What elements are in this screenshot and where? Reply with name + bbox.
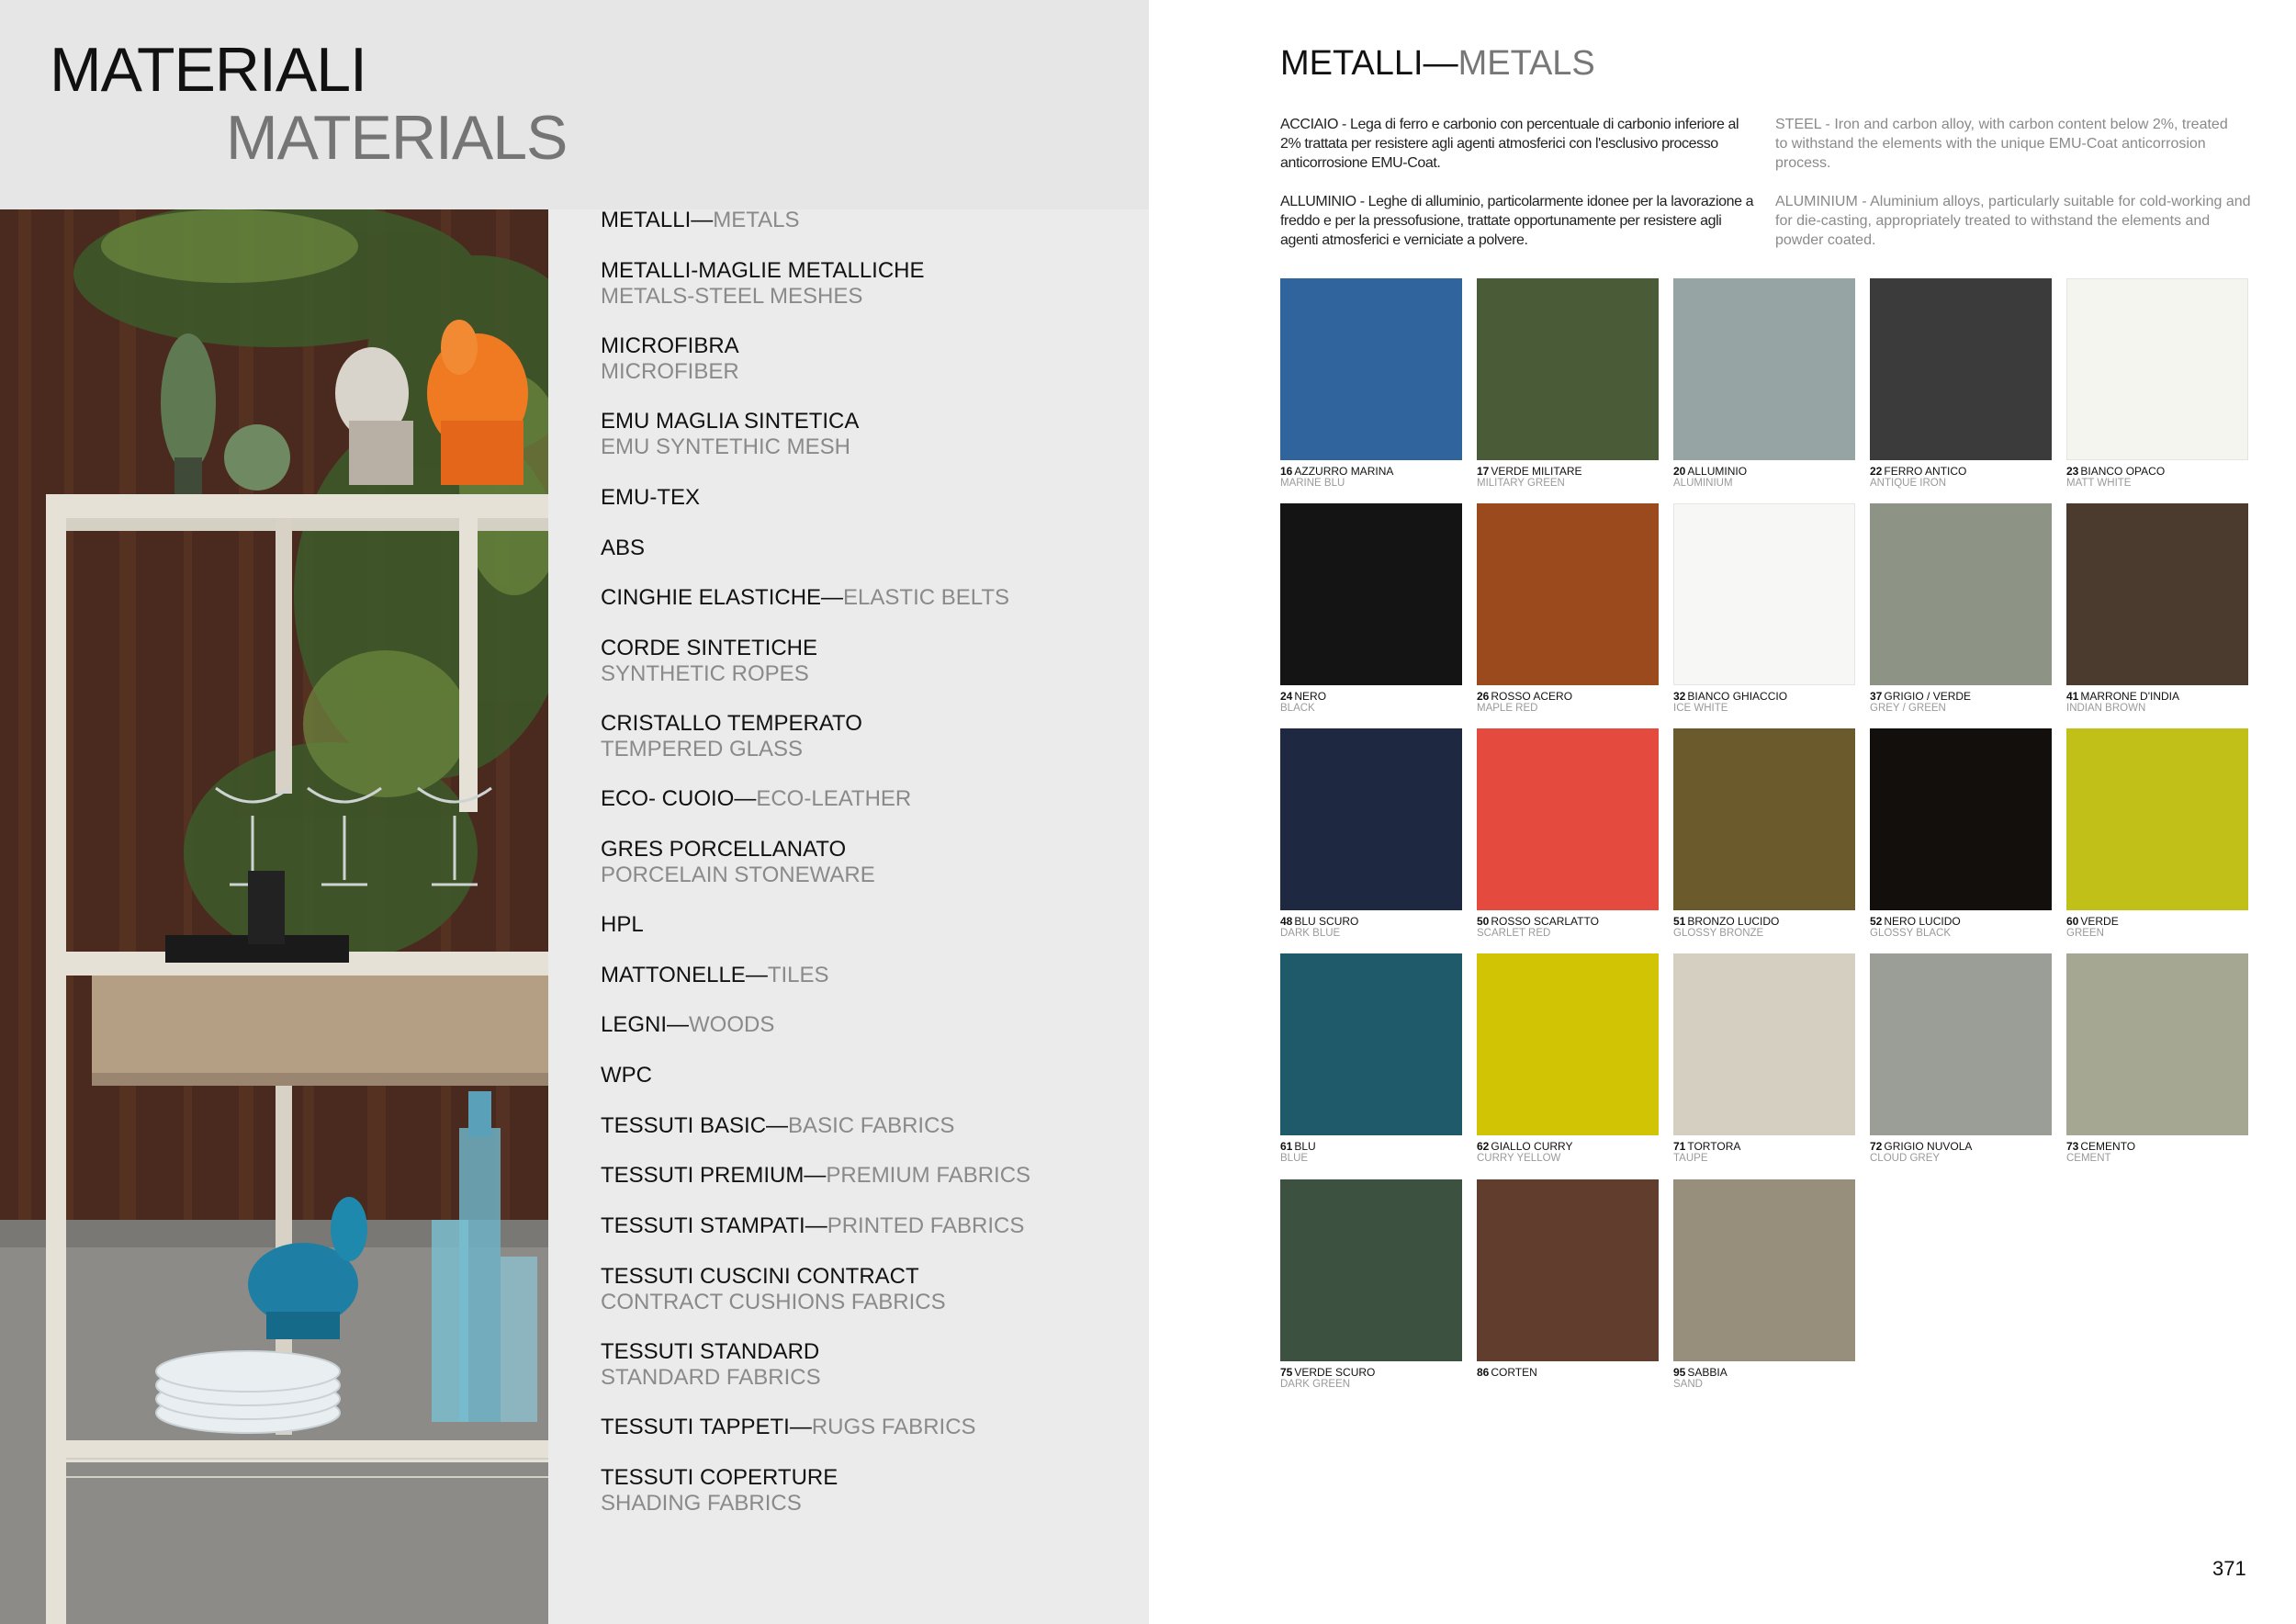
swatch-label [1870,1140,2063,1165]
swatch-name-english: BLUE [1280,1153,1309,1164]
swatch-label [1673,690,1866,715]
material-name-english: SYNTHETIC ROPES [601,661,809,686]
color-swatch [1673,503,1855,685]
swatch-number: 52 [1870,915,1883,928]
swatch-label [2066,915,2259,940]
swatch-label [1477,915,1670,940]
material-name-italian: TESSUTI STAMPATI [601,1213,805,1238]
material-item [601,409,859,460]
swatch-label [1280,465,1473,490]
material-name-italian: CINGHIE ELASTICHE [601,585,822,610]
swatch-label [1870,690,2063,715]
material-item [601,711,862,762]
material-dash: — [734,786,757,811]
material-dash: — [745,963,768,987]
swatch-number: 62 [1477,1140,1490,1153]
color-swatch [1870,728,2052,910]
material-item [601,585,1009,611]
swatch-number: 60 [2066,915,2079,928]
material-name-english: RUGS FABRICS [811,1415,976,1439]
swatch-label [1280,1366,1473,1391]
swatch-number: 95 [1673,1366,1686,1379]
material-name-italian: TESSUTI CUSCINI CONTRACT [601,1264,919,1289]
swatch-label [1673,915,1866,940]
swatch-label [2066,1140,2259,1165]
color-swatch [1673,278,1855,460]
material-name-english: PORCELAIN STONEWARE [601,863,875,887]
swatch-name-italian: ROSSO SCARLATTO [1491,915,1599,928]
page-title-english: MATERIALS [226,103,568,173]
swatch-name-italian: ALLUMINIO [1687,465,1748,478]
material-name-english: METALS-STEEL MESHES [601,284,863,309]
material-item [601,1012,774,1038]
material-name-italian: LEGNI [601,1012,668,1037]
material-item [601,536,645,561]
swatch-name-italian: VERDE MILITARE [1491,465,1582,478]
swatch-label [1673,1366,1866,1391]
section-title-english: METALS [1458,44,1595,83]
swatch-number: 41 [2066,690,2079,703]
swatch-name-english: GREEN [2066,928,2104,939]
material-dash: — [804,1163,827,1188]
material-name-italian: TESSUTI BASIC [601,1113,767,1138]
color-swatch [2066,278,2248,460]
swatch-name-italian: BIANCO GHIACCIO [1687,690,1788,703]
swatch-name-english: TAUPE [1673,1153,1708,1164]
color-swatch [1870,503,2052,685]
color-swatch [1477,278,1659,460]
swatch-number: 16 [1280,465,1293,478]
material-item [601,1264,946,1315]
material-name-english: PRINTED FABRICS [827,1213,1025,1238]
swatch-name-italian: TORTORA [1687,1140,1741,1153]
swatch-name-english: MARINE BLU [1280,478,1345,489]
swatch-name-italian: GIALLO CURRY [1491,1140,1573,1153]
color-swatch [1280,503,1462,685]
swatch-name-english: SAND [1673,1379,1703,1390]
swatch-number: 73 [2066,1140,2079,1153]
material-name-italian: TESSUTI TAPPETI [601,1415,790,1439]
material-name-english: METALS [713,208,800,232]
swatch-number: 51 [1673,915,1686,928]
swatch-name-italian: VERDE [2080,915,2119,928]
swatch-name-italian: NERO LUCIDO [1884,915,1961,928]
swatch-name-english: ICE WHITE [1673,703,1728,714]
color-swatch [1477,953,1659,1135]
color-swatch [1280,1179,1462,1361]
swatch-name-english: MAPLE RED [1477,703,1538,714]
swatch-name-english: CLOUD GREY [1870,1153,1941,1164]
swatch-name-italian: BLU [1294,1140,1316,1153]
swatch-name-english: DARK GREEN [1280,1379,1351,1390]
material-item [601,1113,954,1139]
section-title [1280,44,1595,84]
swatch-name-english: CEMENT [2066,1153,2111,1164]
steel-description-italian: ACCIAIO - Lega di ferro e carbonio con percentuale di carbonio inferiore al 2% trattata per resistere agli agenti atmosferici con l'esclusivo processo anticorrosione EMU-Coat. [1280,117,1739,171]
swatch-number: 20 [1673,465,1686,478]
material-name-english: ELASTIC BELTS [843,585,1009,610]
swatch-label [1477,690,1670,715]
swatch-name-english: SCARLET RED [1477,928,1551,939]
color-swatch [1280,953,1462,1135]
color-swatch [1870,953,2052,1135]
swatch-number: 24 [1280,690,1293,703]
header-band [0,0,1149,209]
swatch-name-english: INDIAN BROWN [2066,703,2146,714]
material-name-italian: EMU-TEX [601,485,700,510]
color-swatch [2066,503,2248,685]
color-swatch [1477,1179,1659,1361]
swatch-name-italian: BLU SCURO [1294,915,1359,928]
material-name-italian: GRES PORCELLANATO [601,837,847,862]
swatch-number: 75 [1280,1366,1293,1379]
color-swatch [1673,728,1855,910]
material-name-italian: METALLI-MAGLIE METALLICHE [601,258,925,283]
swatch-name-italian: CEMENTO [2080,1140,2136,1153]
material-name-italian: MICROFIBRA [601,333,739,358]
material-dash: — [805,1213,827,1238]
material-name-italian: CORDE SINTETICHE [601,636,818,660]
material-name-english: WOODS [689,1012,775,1037]
material-item [601,786,911,812]
material-name-italian: TESSUTI COPERTURE [601,1465,838,1490]
right-page [1149,0,2296,1624]
swatch-label [2066,690,2259,715]
swatch-name-italian: NERO [1294,690,1327,703]
swatch-label [1477,1140,1670,1165]
swatch-name-italian: GRIGIO NUVOLA [1884,1140,1973,1153]
swatch-label [1280,1140,1473,1165]
material-name-italian: ABS [601,536,646,560]
swatch-name-italian: CORTEN [1491,1366,1537,1379]
aluminium-description-english: ALUMINIUM - Aluminium alloys, particularly suitable for cold-working and for die-casting, appropriately treated to withstand the elements and powder coated. [1775,194,2251,248]
material-item [601,1213,1024,1239]
swatch-name-english: GLOSSY BRONZE [1673,928,1764,939]
material-item [601,636,817,687]
material-name-english: TILES [767,963,829,987]
swatch-label [1477,1366,1670,1379]
material-name-italian: ECO- CUOIO [601,786,735,811]
swatch-label [1673,1140,1866,1165]
section-title-italian: METALLI [1280,44,1424,83]
material-name-italian: WPC [601,1063,652,1088]
swatch-number: 71 [1673,1140,1686,1153]
swatch-label [1673,465,1866,490]
material-item [601,208,800,233]
material-item [601,837,875,888]
material-item [601,1415,976,1440]
swatch-label [2066,465,2259,490]
material-item [601,1465,838,1517]
material-dash: — [766,1113,789,1138]
swatch-number: 23 [2066,465,2079,478]
material-item [601,485,700,511]
material-name-italian: MATTONELLE [601,963,746,987]
material-dash: — [821,585,844,610]
swatch-number: 37 [1870,690,1883,703]
material-name-english: BASIC FABRICS [788,1113,955,1138]
swatch-name-english: BLACK [1280,703,1315,714]
material-item [601,258,925,310]
swatch-label [1870,465,2063,490]
color-swatch [1280,728,1462,910]
material-name-italian: EMU MAGLIA SINTETICA [601,409,860,434]
color-swatch [2066,728,2248,910]
material-item [601,333,739,385]
swatch-number: 61 [1280,1140,1293,1153]
material-item [601,1339,821,1391]
swatch-name-italian: SABBIA [1687,1366,1728,1379]
material-name-english: TEMPERED GLASS [601,737,804,761]
swatch-label [1477,465,1670,490]
swatch-number: 50 [1477,915,1490,928]
material-name-english: STANDARD FABRICS [601,1365,821,1390]
swatch-number: 26 [1477,690,1490,703]
swatch-name-italian: ROSSO ACERO [1491,690,1573,703]
material-name-english: PREMIUM FABRICS [826,1163,1031,1188]
swatch-number: 17 [1477,465,1490,478]
material-dash: — [691,208,714,232]
swatch-number: 72 [1870,1140,1883,1153]
swatch-name-english: ALUMINIUM [1673,478,1733,489]
swatch-name-italian: FERRO ANTICO [1884,465,1967,478]
material-name-italian: HPL [601,912,644,937]
swatch-name-italian: GRIGIO / VERDE [1884,690,1972,703]
swatch-name-english: GREY / GREEN [1870,703,1946,714]
page-title-italian: MATERIALI [50,35,366,105]
material-name-italian: CRISTALLO TEMPERATO [601,711,862,736]
material-dash: — [667,1012,690,1037]
material-name-italian: METALLI [601,208,692,232]
swatch-name-english: ANTIQUE IRON [1870,478,1947,489]
swatch-name-italian: BIANCO OPACO [2080,465,2166,478]
material-name-english: EMU SYNTETHIC MESH [601,434,851,459]
color-swatch [1477,503,1659,685]
color-swatch [1477,728,1659,910]
color-swatch [2066,953,2248,1135]
product-photo [0,209,548,1624]
color-swatch [1673,1179,1855,1361]
swatch-name-italian: VERDE SCURO [1294,1366,1376,1379]
swatch-number: 22 [1870,465,1883,478]
color-swatch [1673,953,1855,1135]
page-number: 371 [2212,1557,2246,1580]
swatch-name-english: MILITARY GREEN [1477,478,1565,489]
swatch-number: 32 [1673,690,1686,703]
swatch-label [1280,690,1473,715]
material-name-english: MICROFIBER [601,359,739,384]
material-name-english: CONTRACT CUSHIONS FABRICS [601,1290,946,1314]
swatch-name-english: DARK BLUE [1280,928,1341,939]
swatch-name-english: GLOSSY BLACK [1870,928,1951,939]
swatch-name-italian: AZZURRO MARINA [1294,465,1394,478]
swatch-number: 48 [1280,915,1293,928]
swatch-number: 86 [1477,1366,1490,1379]
material-name-italian: TESSUTI PREMIUM [601,1163,805,1188]
swatch-name-english: CURRY YELLOW [1477,1153,1561,1164]
material-name-english: SHADING FABRICS [601,1491,802,1516]
swatch-label [1870,915,2063,940]
color-swatch [1280,278,1462,460]
material-item [601,912,644,938]
swatch-label [1280,915,1473,940]
steel-description-english: STEEL - Iron and carbon alloy, with carbon content below 2%, treated to withstand the elements with the unique EMU-Coat anticorrosion process. [1775,117,2228,171]
material-item [601,963,829,988]
material-dash: — [789,1415,812,1439]
aluminium-description-italian: ALLUMINIO - Leghe di alluminio, particolarmente idonee per la lavorazione a freddo e per la pressofusione, trattate opportunamente per resistere agli agenti atmosferici e verniciate a polvere. [1280,194,1754,248]
swatch-name-english: MATT WHITE [2066,478,2132,489]
material-name-italian: TESSUTI STANDARD [601,1339,820,1364]
section-title-dash: — [1423,44,1458,83]
color-swatch [1870,278,2052,460]
swatch-name-italian: BRONZO LUCIDO [1687,915,1780,928]
swatch-name-italian: MARRONE D'INDIA [2080,690,2179,703]
material-item [601,1063,652,1088]
material-item [601,1163,1030,1189]
material-name-english: ECO-LEATHER [756,786,912,811]
